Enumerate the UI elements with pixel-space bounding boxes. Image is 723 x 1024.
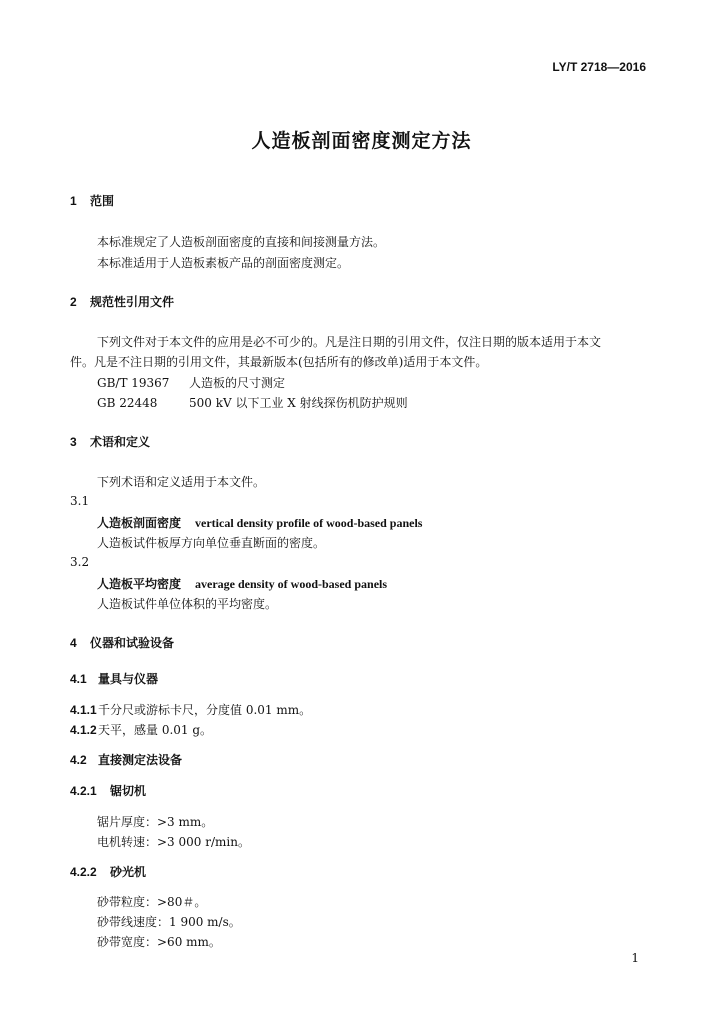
clause-number: 4.1.2 <box>70 723 97 737</box>
section-4-heading <box>70 634 174 651</box>
term-entry <box>97 514 422 531</box>
clause-text: 天平，感量 0.01 g。 <box>98 723 213 737</box>
term-chinese: 人造板平均密度 <box>97 577 182 591</box>
spec-line: 砂带粒度：>80＃。 <box>97 895 207 909</box>
section-title: 仪器和试验设备 <box>90 636 175 650</box>
section-title: 规范性引用文件 <box>90 295 175 309</box>
reference-title: 人造板的尺寸测定 <box>189 376 286 390</box>
section-title: 范围 <box>90 194 115 208</box>
subsection-title: 量具与仪器 <box>98 672 159 686</box>
subsection-4-2-heading <box>70 751 182 768</box>
subsection-title: 直接测定法设备 <box>98 753 183 767</box>
reference-title: 500 kV 以下工业 X 射线探伤机防护规则 <box>189 396 408 410</box>
subsection-number: 4.2 <box>70 753 87 767</box>
spec-line: 锯片厚度：>3 mm。 <box>97 815 214 829</box>
subsection-number: 4.1 <box>70 672 87 686</box>
term-chinese: 人造板剖面密度 <box>97 516 182 530</box>
subsection-number: 4.2.1 <box>70 784 97 798</box>
term-number: 3.2 <box>70 555 90 569</box>
reference-code: GB/T 19367 <box>97 376 170 390</box>
term-english: vertical density profile of wood-based panels <box>195 516 423 530</box>
paragraph: 本标准规定了人造板剖面密度的直接和间接测量方法。 <box>97 235 386 249</box>
term-number: 3.1 <box>70 494 90 508</box>
clause-item <box>70 701 311 718</box>
paragraph: 下列术语和定义适用于本文件。 <box>97 475 266 489</box>
term-definition: 人造板试件板厚方向单位垂直断面的密度。 <box>97 536 326 550</box>
standard-number: LY/T 2718—2016 <box>552 60 646 74</box>
paragraph: 下列文件对于本文件的应用是必不可少的。凡是注日期的引用文件，仅注日期的版本适用于本文 <box>97 335 602 349</box>
section-title: 术语和定义 <box>90 435 151 449</box>
subsection-title: 砂光机 <box>110 865 147 879</box>
page-number: 1 <box>631 951 639 965</box>
spec-line: 砂带宽度：>60 mm。 <box>97 935 221 949</box>
subsection-number: 4.2.2 <box>70 865 97 879</box>
document-title: 人造板剖面密度测定方法 <box>251 130 472 152</box>
term-english: average density of wood-based panels <box>195 577 388 591</box>
section-number: 3 <box>70 435 77 449</box>
section-2-heading <box>70 293 174 310</box>
normative-reference <box>97 394 408 411</box>
clause-number: 4.1.1 <box>70 703 97 717</box>
section-1-heading <box>70 192 114 209</box>
spec-line: 砂带线速度：1 900 m/s。 <box>97 915 241 929</box>
section-number: 1 <box>70 194 77 208</box>
subsection-4-1-heading <box>70 670 158 687</box>
term-entry <box>97 575 387 592</box>
term-definition: 人造板试件单位体积的平均密度。 <box>97 597 278 611</box>
clause-text: 千分尺或游标卡尺，分度值 0.01 mm。 <box>98 703 312 717</box>
reference-code: GB 22448 <box>97 396 158 410</box>
normative-reference <box>97 374 285 391</box>
section-number: 2 <box>70 295 77 309</box>
section-3-heading <box>70 433 150 450</box>
section-number: 4 <box>70 636 77 650</box>
clause-item <box>70 721 212 738</box>
paragraph: 件。凡是不注日期的引用文件，其最新版本(包括所有的修改单)适用于本文件。 <box>70 355 488 369</box>
subsection-4-2-2-heading <box>70 863 146 880</box>
paragraph: 本标准适用于人造板素板产品的剖面密度测定。 <box>97 256 350 270</box>
subsection-4-2-1-heading <box>70 782 146 799</box>
spec-line: 电机转速：>3 000 r/min。 <box>97 835 250 849</box>
subsection-title: 锯切机 <box>110 784 147 798</box>
